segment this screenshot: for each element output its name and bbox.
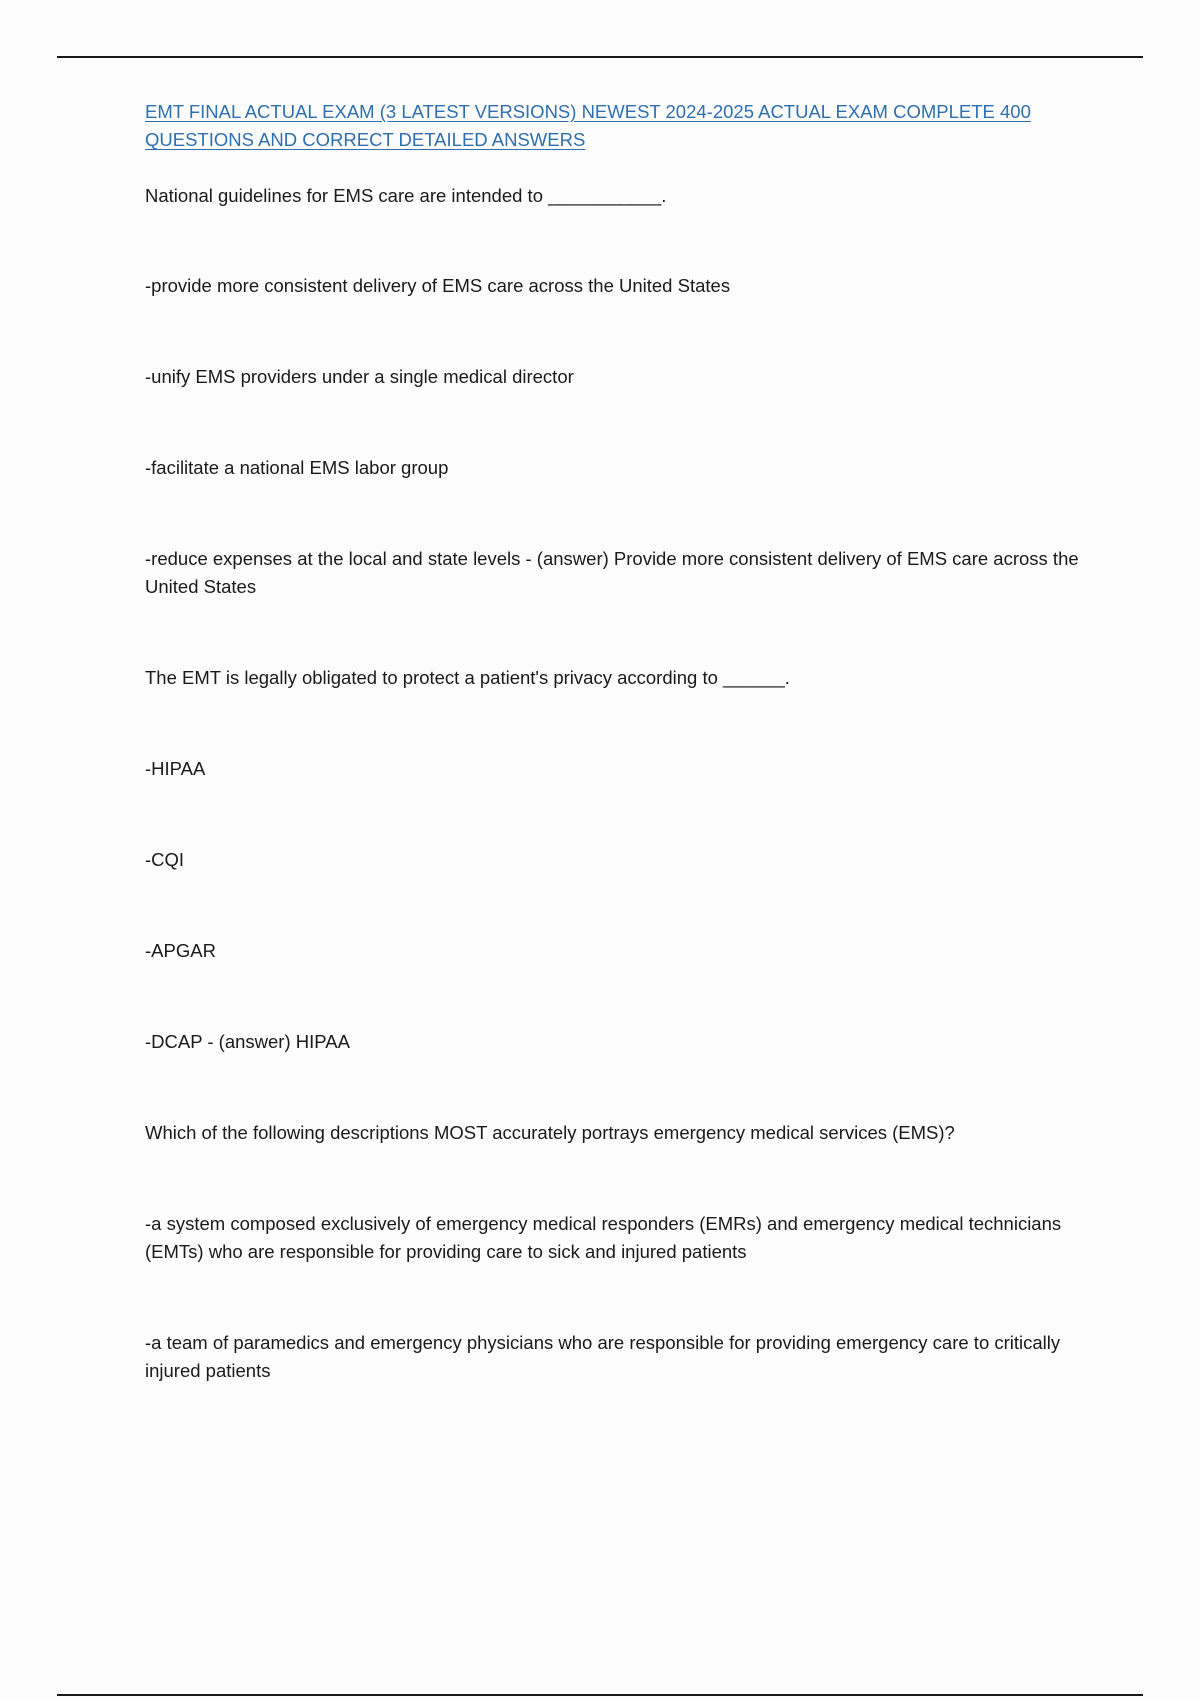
question-3: Which of the following descriptions MOST accurately portrays emergency medical services (EMS)?	[145, 1122, 955, 1143]
document-title-link[interactable]: EMT FINAL ACTUAL EXAM (3 LATEST VERSIONS) NEWEST 2024-2025 ACTUAL EXAM COMPLETE 400 QUESTIONS AND CORRECT DETAILED ANSWERS	[145, 101, 1031, 150]
question-1-option-1: -provide more consistent delivery of EMS care across the United States	[145, 275, 731, 296]
question-2-option-1: -HIPAA	[145, 758, 206, 779]
bottom-rule	[57, 1694, 1143, 1696]
question-1-option-4-answer: -reduce expenses at the local and state levels - (answer) Provide more consistent delivery of EMS care across the United States	[145, 548, 1079, 597]
question-3-option-2: -a team of paramedics and emergency physicians who are responsible for providing emergency care to critically injured patients	[145, 1332, 1061, 1381]
question-1-option-3: -facilitate a national EMS labor group	[145, 457, 449, 478]
question-1-option-2: -unify EMS providers under a single medical director	[145, 366, 574, 387]
question-3-option-1: -a system composed exclusively of emergency medical responders (EMRs) and emergency medical technicians (EMTs) who are responsible for providing care to sick and injured patients	[145, 1213, 1062, 1262]
question-2: The EMT is legally obligated to protect a patient's privacy according to ______.	[145, 667, 790, 688]
question-2-option-2: -CQI	[145, 849, 185, 870]
question-2-option-4-answer: -DCAP - (answer) HIPAA	[145, 1031, 350, 1052]
question-2-option-3: -APGAR	[145, 940, 216, 961]
top-rule	[57, 56, 1143, 58]
question-1: National guidelines for EMS care are intended to ___________.	[145, 185, 667, 206]
